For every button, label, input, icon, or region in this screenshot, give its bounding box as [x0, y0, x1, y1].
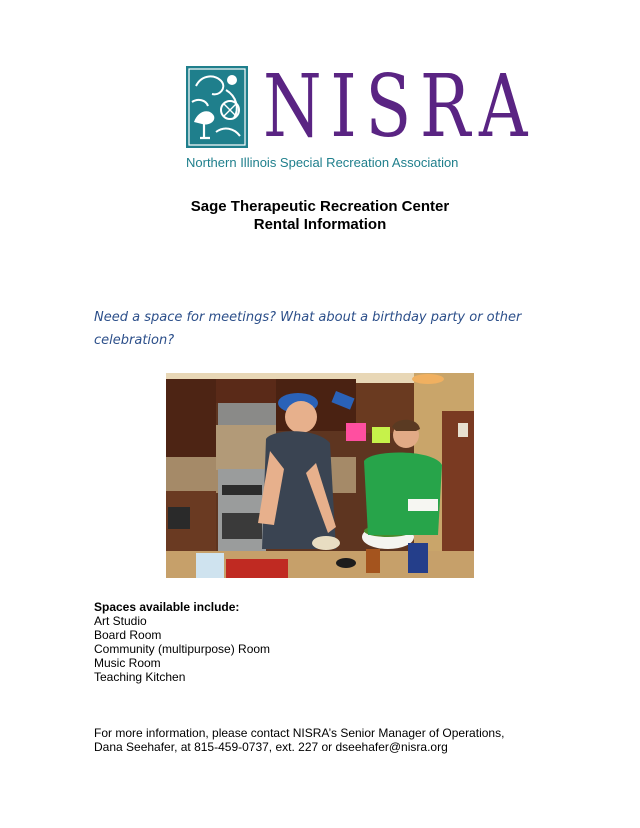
nisra-logo: [179, 57, 536, 174]
page-title: Sage Therapeutic Recreation Center: [190, 198, 450, 215]
contact-line-2: Dana Seehafer, at 815-459-0737, ext. 227 or dseehafer@nisra.org: [94, 740, 448, 754]
list-item: Music Room: [94, 656, 161, 670]
spaces-heading: Spaces available include:: [94, 600, 240, 614]
logo-subtitle: Northern Illinois Special Recreation Association: [186, 155, 459, 170]
page-subtitle: Rental Information: [253, 216, 387, 233]
list-item: Teaching Kitchen: [94, 670, 186, 684]
contact-line-1: For more information, please contact NISRA’s Senior Manager of Operations,: [94, 726, 505, 740]
list-item: Art Studio: [94, 614, 147, 628]
nisra-emblem-icon: [186, 66, 248, 148]
list-item: Board Room: [94, 628, 162, 642]
logo-wordmark: NISRA: [263, 57, 536, 157]
list-item: Community (multipurpose) Room: [94, 642, 271, 656]
kitchen-photo: [166, 373, 474, 578]
kitchen-photo-illustration: [166, 373, 474, 578]
spaces-list: [94, 600, 514, 684]
tagline: Need a space for meetings? What about a birthday party or other celebration?: [94, 310, 522, 348]
contact-info: [94, 726, 564, 754]
